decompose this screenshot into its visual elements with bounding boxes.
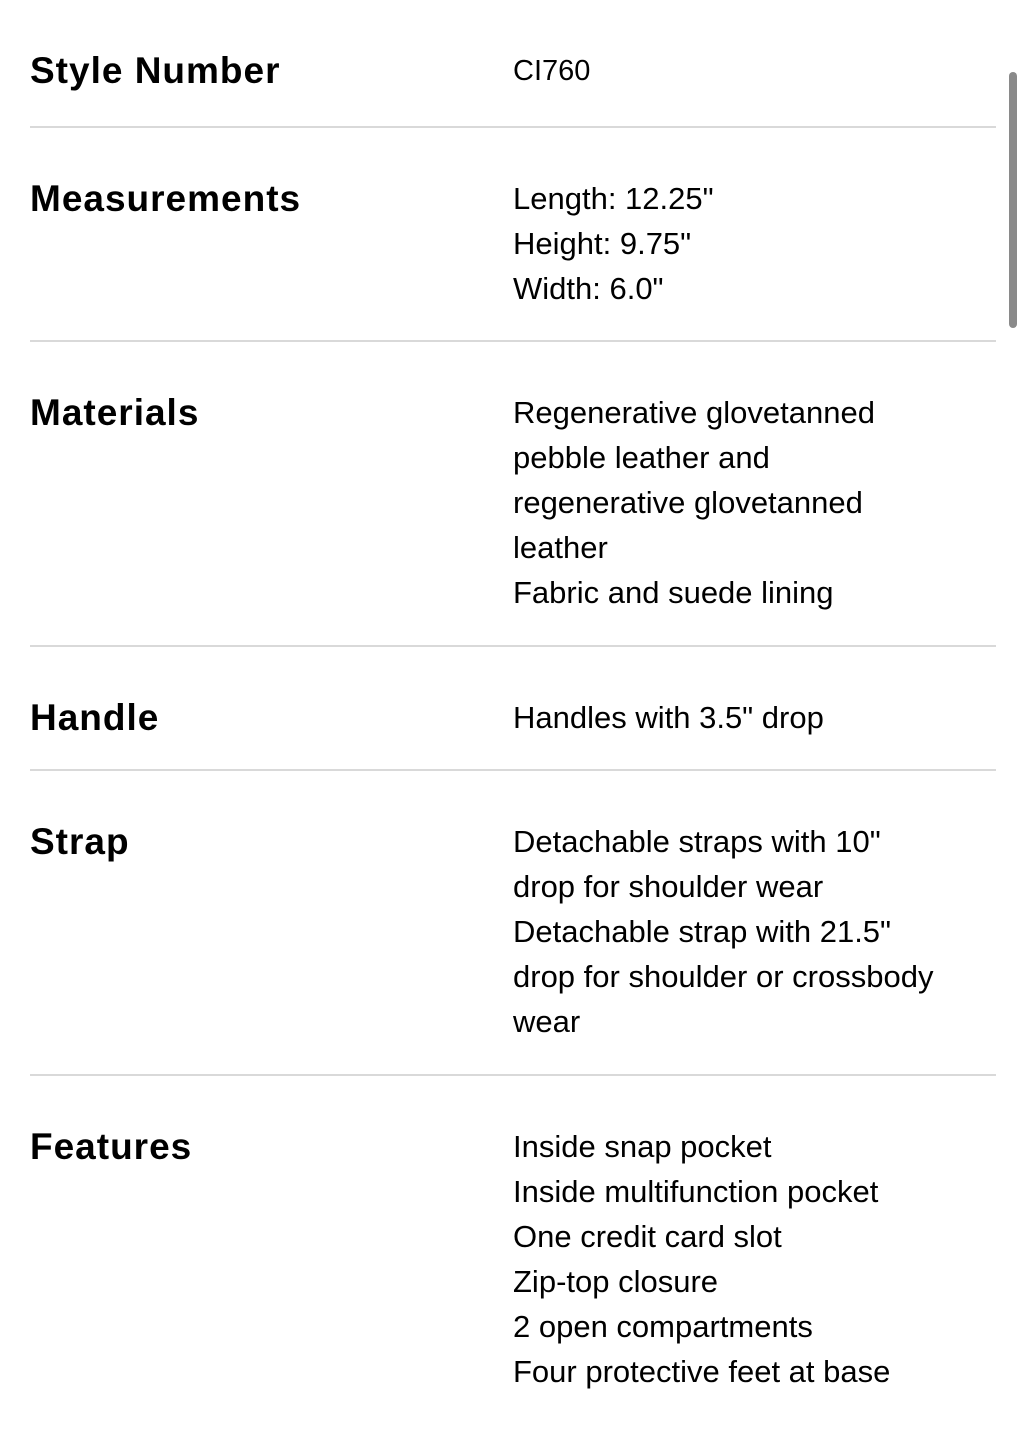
spec-label: Features [30, 1126, 193, 1167]
spec-value [513, 0, 996, 126]
spec-value-line: Width: 6.0" [513, 271, 664, 306]
spec-value-line: Detachable straps with 10" [513, 824, 881, 859]
vertical-scrollbar[interactable] [1009, 72, 1017, 328]
spec-value-line: wear [513, 1004, 581, 1039]
product-specs-table [30, 0, 996, 1440]
spec-value-line: drop for shoulder or crossbody [513, 959, 934, 994]
spec-value-line: 2 open compartments [513, 1309, 813, 1344]
spec-value-line: Length: 12.25" [513, 181, 714, 216]
spec-value-line: drop for shoulder wear [513, 869, 824, 904]
spec-row-materials [30, 342, 996, 647]
spec-value-line: Inside snap pocket [513, 1129, 772, 1164]
spec-value [513, 342, 996, 645]
spec-value-line: pebble leather and [513, 440, 770, 475]
spec-value-line: leather [513, 530, 608, 565]
spec-label: Handle [30, 697, 160, 738]
spec-row-measurements [30, 128, 996, 342]
spec-value-line: Fabric and suede lining [513, 575, 834, 610]
spec-value-line: Height: 9.75" [513, 226, 692, 261]
spec-label: Strap [30, 821, 130, 862]
spec-label: Measurements [30, 178, 302, 219]
spec-value-line: Zip-top closure [513, 1264, 719, 1299]
spec-value [513, 771, 996, 1074]
spec-value-line: Handles with 3.5" drop [513, 700, 824, 735]
spec-row-features [30, 1076, 996, 1440]
spec-value-line: CI760 [513, 55, 591, 87]
spec-value-line: regenerative glovetanned [513, 485, 863, 520]
spec-row-handle [30, 647, 996, 771]
spec-value-line: Detachable strap with 21.5" [513, 914, 892, 949]
spec-value [513, 1076, 996, 1440]
spec-value-line: Four protective feet at base [513, 1354, 891, 1389]
spec-value [513, 128, 996, 340]
spec-value [513, 647, 996, 769]
spec-label: Style Number [30, 50, 281, 91]
spec-value-line: Regenerative glovetanned [513, 395, 875, 430]
spec-value-line: One credit card slot [513, 1219, 782, 1254]
spec-row-style-number [30, 0, 996, 128]
spec-row-strap [30, 771, 996, 1076]
spec-value-line: Inside multifunction pocket [513, 1174, 879, 1209]
spec-label: Materials [30, 392, 200, 433]
